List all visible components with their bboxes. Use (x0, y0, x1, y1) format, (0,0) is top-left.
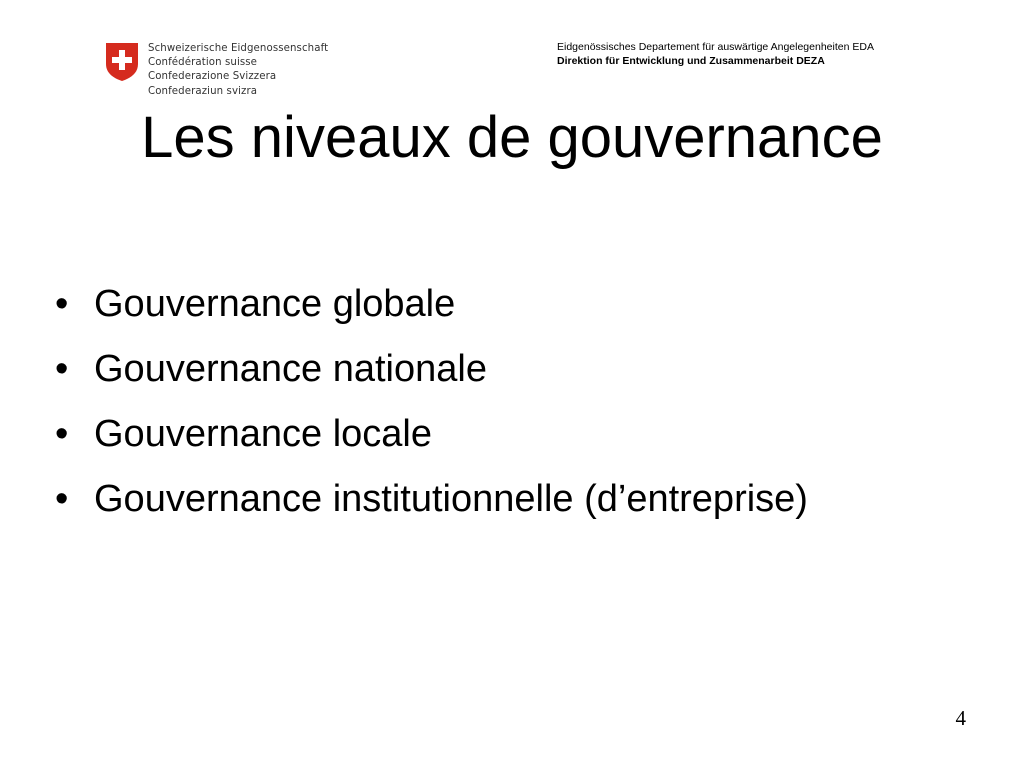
confederation-name-fr: Confédération suisse (148, 57, 258, 69)
department-name: Eidgenössisches Departement für auswärtige Angelegenheiten EDA (557, 41, 874, 53)
swiss-confederation-logo (105, 42, 345, 98)
directorate-name: Direktion für Entwicklung und Zusammenarbeit DEZA (557, 55, 825, 67)
bullet-item (55, 337, 808, 402)
bullet-icon: • (55, 348, 69, 390)
confederation-name-rm: Confederaziun svizra (148, 85, 258, 97)
bullet-text: Gouvernance nationale (94, 348, 487, 390)
bullet-list (55, 272, 808, 532)
slide-title: Les niveaux de gouvernance (141, 105, 883, 170)
bullet-text: Gouvernance institutionnelle (d’entreprise) (94, 478, 808, 520)
bullet-text: Gouvernance globale (94, 283, 456, 325)
confederation-name-it: Confederazione Svizzera (148, 71, 277, 83)
bullet-item (55, 467, 808, 532)
bullet-icon: • (55, 478, 69, 520)
confederation-name-de: Schweizerische Eidgenossenschaft (148, 43, 329, 54)
department-header (557, 40, 997, 68)
confederation-names (148, 42, 348, 99)
swiss-shield-icon (105, 42, 139, 82)
bullet-text: Gouvernance locale (94, 413, 432, 455)
bullet-item (55, 402, 808, 467)
bullet-icon: • (55, 413, 69, 455)
bullet-item (55, 272, 808, 337)
bullet-icon: • (55, 283, 69, 325)
page-number: 4 (955, 706, 966, 730)
